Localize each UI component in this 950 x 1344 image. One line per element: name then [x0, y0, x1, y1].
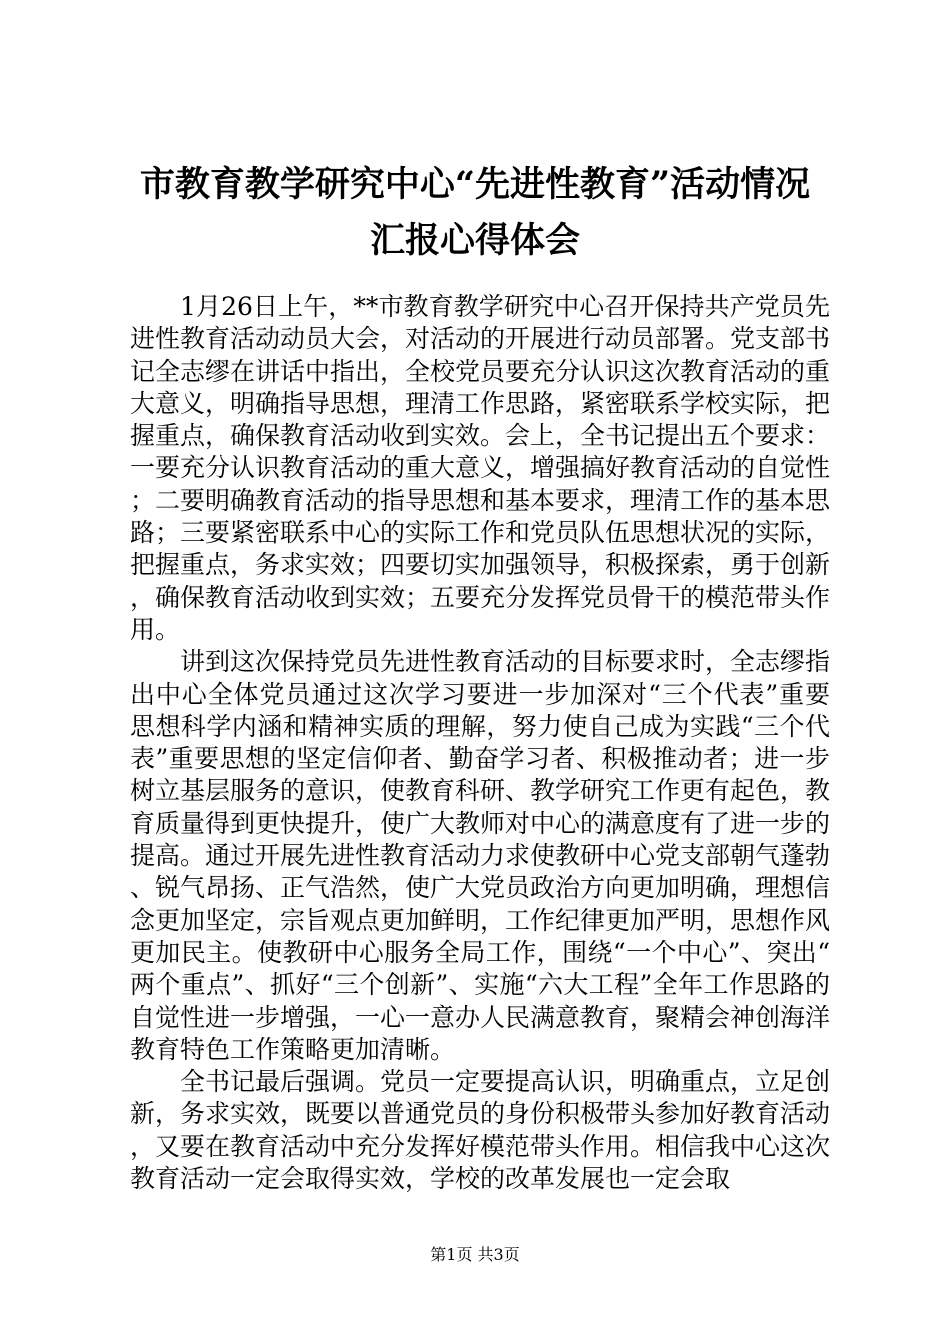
- document-title-line-2: 汇报心得体会: [369, 220, 580, 261]
- document-title-line-1: 市教育教学研究中心“先进性教育”活动情况: [139, 164, 811, 205]
- paragraph-3: 全书记最后强调。党员一定要提高认识，明确重点，立足创新，务求实效，既要以普通党员的身份积极带头参加好教育活动，又要在教育活动中充分发挥好模范带头作用。相信我中心这次教育活动一定会取得实效，学校的改革发展也一定会取: [130, 1067, 831, 1194]
- paragraph-2: 讲到这次保持党员先进性教育活动的目标要求时，全志缪指出中心全体党员通过这次学习要进一步加深对“三个代表”重要思想科学内涵和精神实质的理解，努力使自己成为实践“三个代表”重要思想的坚定信仰者、勤奋学习者、积极推动者；进一步树立基层服务的意识，使教育科研、教学研究工作更有起色，教育质量得到更快提升，使广大教师对中心的满意度有了进一步的提高。通过开展先进性教育活动力求使教研中心党支部朝气蓬勃、锐气昂扬、正气浩然，使广大党员政治方向更加明确，理想信念更加坚定，宗旨观点更加鲜明，工作纪律更加严明，思想作风更加民主。使教研中心服务全局工作，围绕“一个中心”、突出“两个重点”、抓好“三个创新”、实施“六大工程”全年工作思路的自觉性进一步增强，一心一意办人民满意教育，聚精会神创海洋教育特色工作策略更加清晰。: [130, 647, 831, 1064]
- page-number-footer: 第1页 共3页: [430, 1245, 520, 1264]
- paragraph-1: 1月26日上午，**市教育教学研究中心召开保持共产党员先进性教育活动动员大会，对活动的开展进行动员部署。党支部书记全志缪在讲话中指出，全校党员要充分认识这次教育活动的重大意义，明确指导思想，理清工作思路，紧密联系学校实际，把握重点，确保教育活动收到实效。会上，全书记提出五个要求：一要充分认识教育活动的重大意义，增强搞好教育活动的自觉性；二要明确教育活动的指导思想和基本要求，理清工作的基本思路；三要紧密联系中心的实际工作和党员队伍思想状况的实际，把握重点，务求实效；四要切实加强领导，积极探索，勇于创新，确保教育活动收到实效；五要充分发挥党员骨干的模范带头作用。: [130, 292, 831, 644]
- document-body: [130, 291, 830, 1195]
